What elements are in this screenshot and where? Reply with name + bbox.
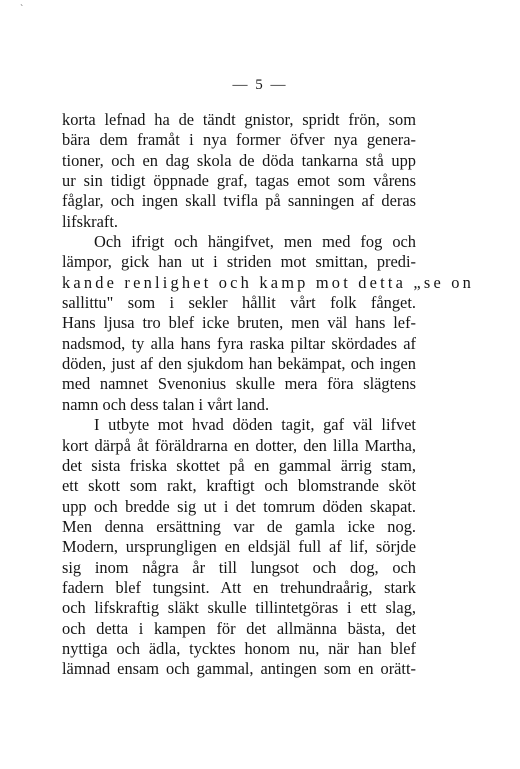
text-line: ett skott som rakt, kraftigt och blomstrande sköt [62,476,416,496]
text-line: tioner, och en dag skola de döda tankarna stå upp [62,150,416,170]
text-line: kort därpå åt föräldrarna en dotter, den lilla Martha, [62,435,416,455]
text-line: sig inom några år till lungsot och dog, och [62,557,416,577]
text-line: det sista friska skottet på en gammal ärrig stam, [62,455,416,475]
print-speck: ` [20,4,24,15]
text-line: bära dem framåt i nya former öfver nya genera- [62,130,416,150]
text-line: med namnet Svenonius skulle mera föra slägtens [62,374,416,394]
text-line: döden, just af den sjukdom han bekämpat, och ingen [62,354,416,374]
text-line: och lifskraftig släkt skulle tillintetgöras i ett slag, [62,598,416,618]
text-line: kande renlighet och kamp mot detta „se on [62,272,475,292]
text-line: ur sin tidigt öppnade graf, tagas emot som vårens [62,171,416,191]
text-line: Hans ljusa tro blef icke bruten, men väl hans lef- [62,313,416,333]
text-line: lifskraft. [62,211,118,231]
text-line: I utbyte mot hvad döden tagit, gaf väl lifvet [94,415,416,435]
text-line: lämpor, gick han ut i striden mot smittan, predi- [62,252,416,272]
text-line: Och ifrigt och hängifvet, men med fog och [94,232,416,252]
text-line: namn och dess talan i vårt land. [62,394,270,414]
text-line: korta lefnad ha de tändt gnistor, spridt frön, som [62,110,416,129]
page-number: — 5 — [232,77,288,93]
text-line: sallittu" som i sekler hållit vårt folk fånget. [62,293,416,313]
body-text [62,110,475,680]
text-line: fåglar, och ingen skall tvifla på sanningen af deras [62,191,416,211]
text-line: lämnad ensam och gammal, antingen som en orätt- [62,659,416,679]
text-line: upp och bredde sig ut i det tomrum döden skapat. [62,496,416,516]
text-line: nyttiga och ädla, tycktes honom nu, när han blef [62,638,416,658]
text-line: och detta i kampen för det allmänna bästa, det [62,618,416,638]
text-line: fadern blef tungsint. Att en trehundraårig, stark [62,577,416,597]
text-line: Modern, ursprungligen en eldsjäl full af lif, sörjde [62,537,416,557]
text-line: Men denna ersättning var de gamla icke nog. [62,516,416,536]
text-line: nadsmod, ty alla hans fyra raska piltar skördades af [62,333,416,353]
